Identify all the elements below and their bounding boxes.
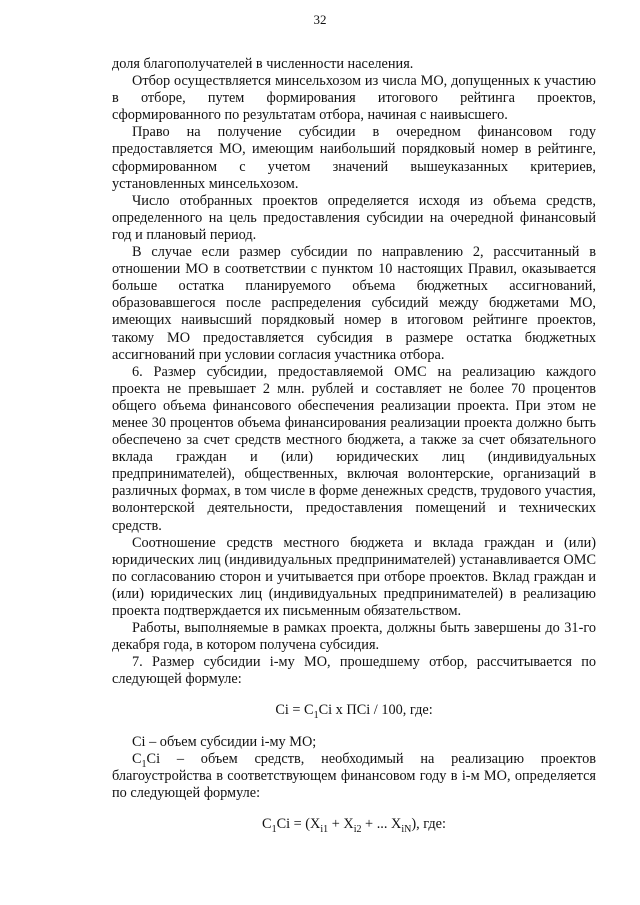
document-body xyxy=(112,56,596,847)
paragraph-3: Право на получение субсидии в очередном финансовом году предоставляется МО, имеющим наибольший порядковый номер в рейтинге, сформированном с учетом значений вышеуказанных критериев, установленных минсельхозом. xyxy=(112,124,596,192)
paragraph-5: В случае если размер субсидии по направлению 2, рассчитанный в отношении МО в соответствии с пунктом 10 настоящих Правил, оказывается больше остатка планируемого объема бюджетных ассигнований, образовавшегося после распределения субсидий между бюджетами МО, имеющих наивысший порядковый номер в итоговом рейтинге проектов, такому МО предоставляется субсидия в размере остатка бюджетных ассигнований при условии согласия участника отбора. xyxy=(112,244,596,363)
page-number: 32 xyxy=(313,12,327,27)
paragraph-8: Работы, выполняемые в рамках проекта, должны быть завершены до 31-го декабря года, в котором получена субсидия. xyxy=(112,620,596,654)
paragraph-4: Число отобранных проектов определяется исходя из объема средств, определенного на цель предоставления субсидии на очередной финансовый год и плановый период. xyxy=(112,192,596,243)
paragraph-9: 7. Размер субсидии i-му МО, прошедшему отбор, рассчитывается по следующей формуле: xyxy=(112,654,596,688)
paragraph-1: доля благополучателей в численности населения. xyxy=(112,56,414,72)
formula-project-cost: $C_1Ci = (X_{i1} + X_{i2}$ + ... $X_{iN}$), где: xyxy=(262,815,446,835)
paragraph-7: Соотношение средств местного бюджета и вклада граждан и (или) юридических лиц (индивидуальных предпринимателей) устанавливается ОМС по согласованию сторон и учитывается при отборе проектов. Вклад граждан и (или) юридических лиц (индивидуальных предпринимателей) в реализацию проекта подтверждается их письменным обязательством. xyxy=(112,534,596,619)
formula-subsidy: $Ci = C_1Ci$ x ПCi / 100, где: xyxy=(275,702,433,722)
definition-c1ci: $C_1Ci$ – объем средств, необходимый на реализацию проектов благоустройства в соответствующем финансовом году в i-м МО, определяется по следующей формуле: xyxy=(112,750,596,801)
paragraph-6: 6. Размер субсидии, предоставляемой ОМС на реализацию каждого проекта не превышает 2 млн. рублей и составляет не более 70 процентов общего объема финансового обеспечения реализации проекта. При этом не менее 30 процентов объема финансирования реализации проекта должно быть обеспечено за счет средств местного бюджета, а также за счет обязательного вклада граждан и (или) юридических лиц (индивидуальных предпринимателей), общественных, включая волонтерские, организаций в различных формах, в том числе в форме денежных средств, трудового участия, волонтерской деятельности, предоставления помещений и технических средств. xyxy=(112,363,596,534)
definition-ci: Ci – объем субсидии i-му МО; xyxy=(132,733,317,750)
paragraph-2: Отбор осуществляется минсельхозом из числа МО, допущенных к участию в отборе, путем формирования итогового рейтинга проектов, сформированного по результатам отбора, начиная с наивысшего. xyxy=(112,73,596,124)
